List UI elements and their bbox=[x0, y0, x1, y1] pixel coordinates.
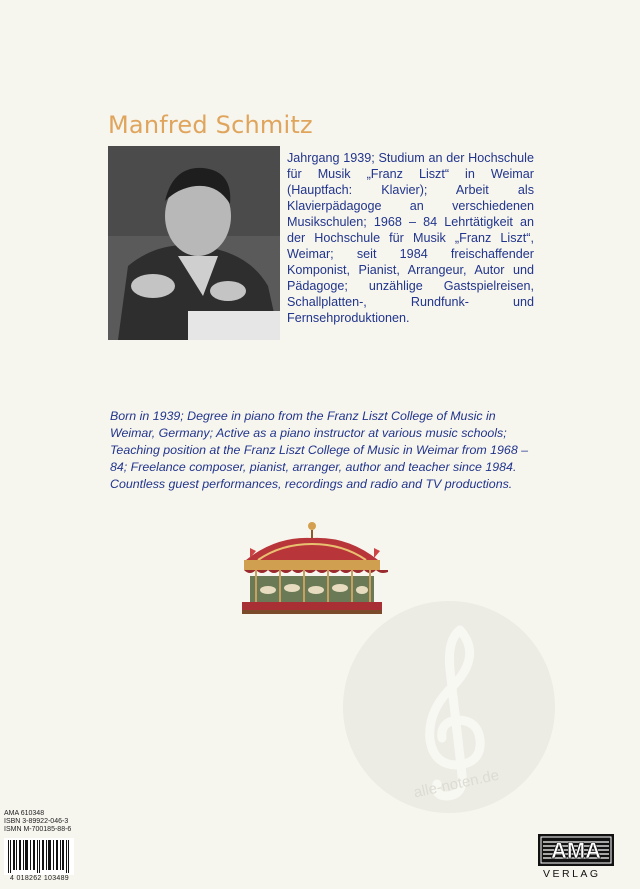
publisher-label: VERLAG bbox=[543, 868, 601, 880]
catalog-codes bbox=[4, 810, 71, 834]
biography-german: Jahrgang 1939; Studium an der Hochschule für Musik „Franz Liszt“ in Weimar (Hauptfach: Klavier); Arbeit als Klavierpädagoge an verschiedenen Musikschulen; 1968 – 84 Lehrtätigkeit an der Hochschule für Musik „Franz Liszt“, Weimar; seit 1984 freischaffender Komponist, Pianist, Arrangeur, Autor und Pädagoge; unzählige Gastspielreisen, Schallplatten-, Rundfunk- und Fernsehproduktionen. bbox=[287, 151, 534, 325]
author-photo bbox=[108, 146, 280, 340]
ama-number: AMA 610348 bbox=[4, 810, 45, 817]
barcode-number: 4 018262 103489 bbox=[10, 875, 69, 882]
publisher-logo bbox=[538, 834, 614, 871]
biography-english: Born in 1939; Degree in piano from the Franz Liszt College of Music in Weimar, Germany; Active as a piano instructor at various music schools; Teaching position at the Franz Liszt College of Music in Weimar from 1968 – 84; Freelance composer, pianist, arranger, author and teacher since 1984. Countless guest performances, recordings and radio and TV productions. bbox=[110, 409, 529, 491]
isbn-number: ISBN 3-89922-046-3 bbox=[4, 818, 69, 825]
watermark-text: alle-noten.de bbox=[412, 766, 501, 802]
author-name: Manfred Schmitz bbox=[108, 111, 313, 139]
barcode bbox=[4, 838, 74, 880]
publisher-logo-text: AMA bbox=[550, 838, 602, 863]
watermark-treble-clef bbox=[342, 600, 557, 820]
ismn-number: ISMN M-700185-88-6 bbox=[4, 826, 72, 833]
